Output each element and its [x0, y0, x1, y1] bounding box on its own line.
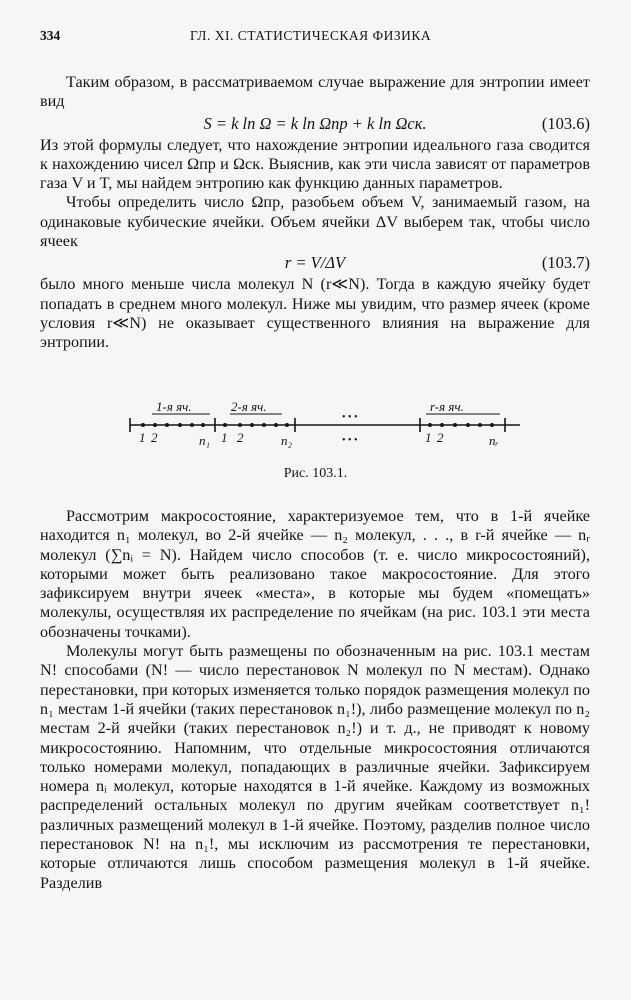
- place-label-nr: nᵣ: [489, 433, 499, 448]
- page-number: 334: [40, 28, 61, 43]
- paragraph-entropy-formula: Из этой формулы следует, что нахождение энтропии идеального газа сводится к нахождению чисел Ωпр и Ωск. Выяснив, как эти числа зависят от параметров газа V и T, мы найдем энтропию как функцию данных параметров.: [40, 135, 590, 193]
- place-label-1: 1: [139, 430, 146, 445]
- place-label-2: 2: [237, 430, 244, 445]
- ellipsis-top: • • •: [342, 412, 358, 423]
- place-label-n1: n₁: [199, 433, 211, 448]
- cell-r-label: r-я яч.: [430, 399, 464, 414]
- ellipsis-bottom: • • •: [342, 435, 358, 446]
- paragraph-cells: Чтобы определить число Ωпр, разобьем объем V, занимаемый газом, на одинаковые кубические ячейки. Объем ячейки ΔV выберем так, чтобы число ячеек: [40, 193, 590, 251]
- cell-2-label: 2-я яч.: [231, 399, 267, 414]
- page-header: [40, 28, 591, 50]
- equation-103-7: [40, 251, 590, 275]
- paragraph-permutations: Молекулы могут быть размещены по обозначенным на рис. 103.1 местам N! способами (N! — число перестановок N молекул по N местам). Однако перестановки, при которых изменяется только порядок размещения молекул по n₁ местам 1-й ячейки (таких перестановок n₁!), либо размещение молекул по n₂ местам 2-й ячейки (таких перестановок n₂!) и т. д., не приводят к новому микросостоянию. Напомним, что отдельные микросостояния отличаются только номерами молекул, попадающих в различные ячейки. Зафиксируем номера nᵢ молекул, которые находятся в 1-й ячейке. Каждому из возможных распределений остальных молекул по другим ячейкам соответствует n₁! различных размещений молекул в 1-й ячейке. Поэтому, разделив полное число перестановок N! на n₁!, мы исключим из рассмотрения те перестановки, которые отличаются лишь способом размещения молекул в 1-й ячейке. Разделив: [40, 642, 590, 892]
- equation-103-7-number: (103.7): [541, 253, 590, 273]
- text-block-bottom: [40, 507, 590, 893]
- text-block-top: [40, 73, 590, 353]
- equation-103-6: [40, 112, 590, 136]
- place-label-1: 1: [221, 430, 228, 445]
- equation-103-6-number: (103.6): [541, 113, 590, 133]
- paragraph-macrostate: Рассмотрим макросостояние, характеризуемое тем, что в 1-й ячейке находится n₁ молекул, во 2-й ячейке — n₂ молекул, . . ., в r-й ячейке — nᵣ молекул (∑nᵢ = N). Найдем число способов (т. е. число микросостояний), которыми может быть реализовано такое макросостояние. Для этого зафиксируем внутри ячеек «места», в которые мы будем «помещать» молекулы, осуществляя их распределение по ячейкам (на рис. 103.1 эти места обозначены точками).: [40, 507, 590, 641]
- equation-103-7-expression: r = V/ΔV: [284, 253, 346, 273]
- figure-103-1: [0, 398, 631, 458]
- cell-1-label: 1-я яч.: [156, 399, 192, 414]
- place-label-2: 2: [151, 430, 158, 445]
- place-label-n2: n₂: [281, 433, 293, 448]
- place-label-1: 1: [425, 430, 432, 445]
- place-label-2: 2: [437, 430, 444, 445]
- equation-103-6-expression: S = k ln Ω = k ln Ωпр + k ln Ωск.: [203, 113, 427, 133]
- paragraph-cell-size: было много меньше числа молекул N (r≪N). Тогда в каждую ячейку будет попадать в среднем много молекул. Ниже мы увидим, что размер ячеек (кроме условия r≪N) не оказывает существенного влияния на выражение для энтропии.: [40, 275, 590, 352]
- figure-caption: Рис. 103.1.: [283, 466, 348, 481]
- running-head: ГЛ. XI. СТАТИСТИЧЕСКАЯ ФИЗИКА: [190, 28, 432, 43]
- paragraph-intro: Таким образом, в рассматриваемом случае выражение для энтропии имеет вид: [40, 73, 590, 111]
